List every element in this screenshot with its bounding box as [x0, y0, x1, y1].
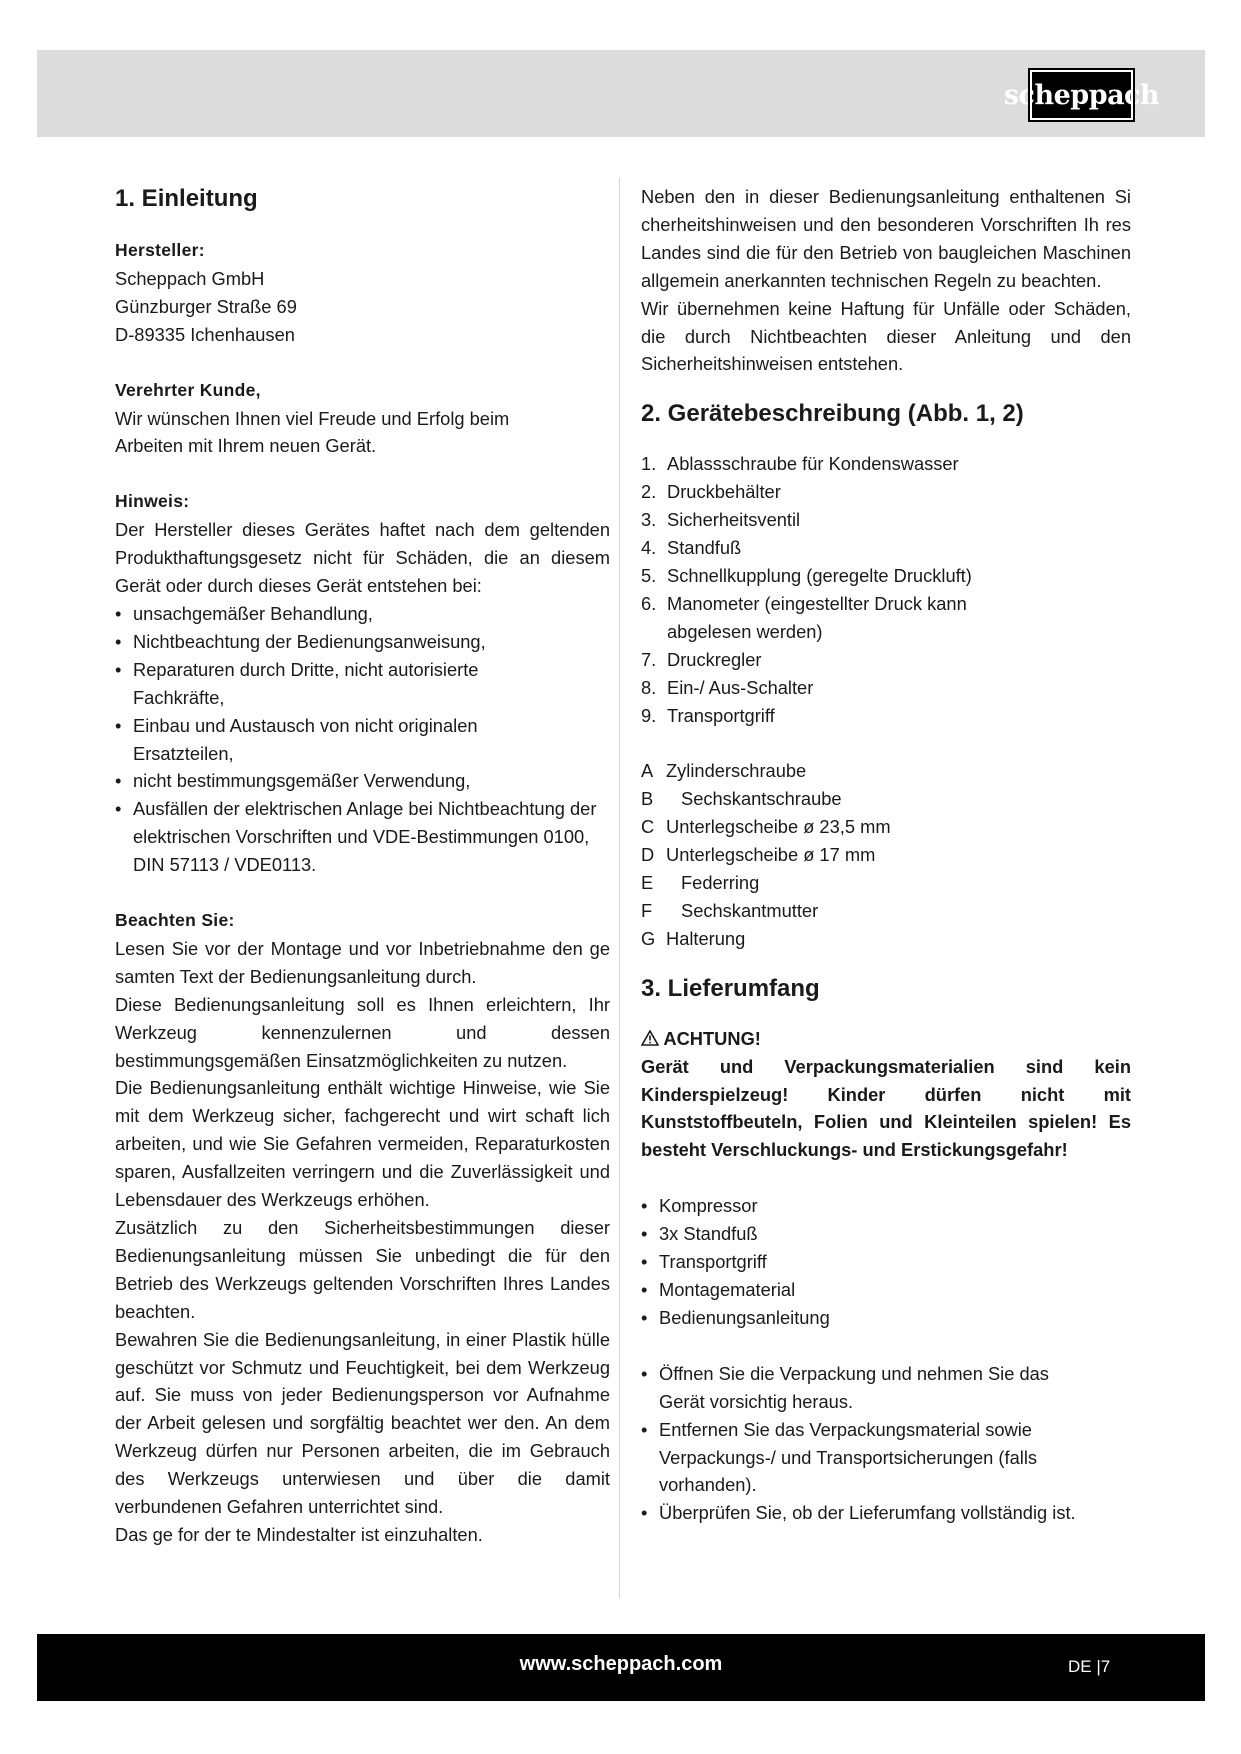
beachten-paragraph: Das ge for der te Mindestalter ist einzuhalten. [115, 1523, 483, 1545]
list-item: • unsachgemäßer Behandlung, [115, 602, 373, 624]
scope-item: • Kompressor [641, 1195, 758, 1217]
part-item: 6. Manometer (eingestellter Druck kann abgelesen werden) [641, 592, 967, 642]
warning-heading [641, 1025, 1131, 1053]
list-item: • Nichtbeachtung der Bedienungsanweisung, [115, 630, 486, 652]
kunde-line: Arbeiten mit Ihrem neuen Gerät. [115, 435, 377, 457]
brand-logo: scheppach [1030, 70, 1133, 120]
part-item: 7. Druckregler [641, 648, 762, 670]
scope-item: • 3x Standfuß [641, 1223, 758, 1245]
warning-title: ACHTUNG! [663, 1027, 761, 1049]
part-letter-item: A Zylinderschraube [641, 760, 807, 782]
hersteller-line: D-89335 Ichenhausen [115, 323, 295, 345]
hinweis-intro: Der Hersteller dieses Gerätes haftet nach dem geltenden Produkthaftungsgesetz nicht für Schäden, die an diesem Gerät oder durch dieses Gerät entstehen bei: [115, 519, 610, 597]
step-item: • Öffnen Sie die Verpackung und nehmen Sie das Gerät vorsichtig heraus. [641, 1362, 1049, 1412]
hersteller-label: Hersteller: [115, 240, 205, 260]
intro-paragraph: Neben den in dieser Bedienungsanleitung enthaltenen Si cherheitshinweisen und den besonderen Vorschriften Ih res Landes sind die für den Betrieb von baugleichen Maschinen allgemein anerkannten technischen Regeln zu beachten. [641, 186, 1131, 291]
part-item: 4. Standfuß [641, 537, 742, 559]
part-letter-item: C Unterlegscheibe ø 23,5 mm [641, 816, 891, 838]
section-2-title: 2. Gerätebeschreibung (Abb. 1, 2) [641, 400, 1024, 428]
part-item: 9. Transportgriff [641, 704, 775, 726]
beachten-paragraph: Die Bedienungsanleitung enthält wichtige Hinweise, wie Sie mit dem Werkzeug sicher, fachgerecht und wirt schaft lich arbeiten, und wie Sie Gefahren vermeiden, Reparaturkosten sparen, Ausfallzeiten verringern und die Zuverlässigkeit und Lebensdauer des Werkzeugs erhöhen. [115, 1077, 610, 1211]
part-letter-item: E Federring [641, 872, 760, 894]
part-item: 2. Druckbehälter [641, 481, 781, 503]
hersteller-line: Günzburger Straße 69 [115, 295, 297, 317]
hersteller-line: Scheppach GmbH [115, 267, 265, 289]
step-item: • Entfernen Sie das Verpackungsmaterial sowie Verpackungs-/ und Transportsicherungen (falls vorhanden). [641, 1418, 1038, 1496]
list-item: • Ausfällen der elektrischen Anlage bei Nichtbeachtung der elektrischen Vorschriften und VDE-Bestimmungen 0100, DIN 57113 / VDE0113. [115, 798, 597, 876]
page-number: DE |7 [1068, 1657, 1111, 1676]
part-item: 1. Ablassschraube für Kondenswasser [641, 453, 959, 475]
kunde-line: Wir wünschen Ihnen viel Freude und Erfolg beim [115, 407, 510, 429]
part-item: 3. Sicherheitsventil [641, 509, 801, 531]
intro-paragraph: Wir übernehmen keine Haftung für Unfälle oder Schäden, die durch Nichtbeachten dieser Anleitung und den Sicherheitshinweisen entstehen. [641, 297, 1131, 375]
warning-text: Gerät und Verpackungsmaterialien sind kein Kinderspielzeug! Kinder dürfen nicht mit Kunststoffbeuteln, Folien und Kleinteilen spielen! Es besteht Verschluckungs- und Erstickungsgefahr! [641, 1055, 1131, 1161]
warning-triangle-icon [641, 1028, 663, 1049]
beachten-paragraph: Bewahren Sie die Bedienungsanleitung, in einer Plastik hülle geschützt vor Schmutz und Feuchtigkeit, bei dem Werkzeug auf. Sie muss von jeder Bedienungsperson vor Aufnahme der Arbeit gelesen und sorgfältig beachtet wer den. An dem Werkzeug dürfen nur Personen arbeiten, die im Gebrauch des Werkzeugs unterwiesen und über die damit verbundenen Gefahren unterrichtet sind. [115, 1328, 610, 1518]
step-item: • Überprüfen Sie, ob der Lieferumfang vollständig ist. [641, 1502, 1076, 1524]
part-item: 8. Ein-/ Aus-Schalter [641, 676, 814, 698]
section-3-title: 3. Lieferumfang [641, 974, 820, 1002]
part-letter-item: D Unterlegscheibe ø 17 mm [641, 844, 876, 866]
footer-bar [37, 1634, 1205, 1701]
list-item: • Einbau und Austausch von nicht originalen Ersatzteilen, [115, 714, 478, 764]
list-item: • nicht bestimmungsgemäßer Verwendung, [115, 770, 471, 792]
scope-item: • Bedienungsanleitung [641, 1306, 830, 1328]
left-column [115, 183, 610, 1549]
scope-item: • Transportgriff [641, 1251, 767, 1273]
section-1-title: 1. Einleitung [115, 185, 258, 212]
kunde-label: Verehrter Kunde, [115, 379, 261, 400]
part-letter-item: B Sechskantschraube [641, 788, 842, 810]
column-divider [619, 178, 620, 1598]
website-link[interactable]: www.scheppach.com [519, 1653, 723, 1675]
beachten-paragraph: Lesen Sie vor der Montage und vor Inbetriebnahme den ge samten Text der Bedienungsanleitung durch. [115, 937, 610, 987]
hinweis-label: Hinweis: [115, 491, 190, 512]
beachten-paragraph: Zusätzlich zu den Sicherheitsbestimmungen dieser Bedienungsanleitung müssen Sie unbedingt die für den Betrieb des Werkzeugs geltenden Vorschriften Ihres Landes beachten. [115, 1217, 610, 1322]
beachten-paragraph: Diese Bedienungsanleitung soll es Ihnen erleichtern, Ihr Werkzeug kennenzulernen und dessen bestimmungsgemäßen Einsatzmöglichkeiten zu nutzen. [115, 993, 610, 1071]
right-column [641, 183, 1131, 1527]
part-letter-item: G Halterung [641, 927, 746, 949]
beachten-label: Beachten Sie: [115, 910, 235, 931]
list-item: • Reparaturen durch Dritte, nicht autorisierte Fachkräfte, [115, 658, 479, 708]
part-item: 5. Schnellkupplung (geregelte Druckluft) [641, 564, 972, 586]
scope-item: • Montagematerial [641, 1279, 796, 1300]
part-letter-item: F Sechskantmutter [641, 899, 819, 921]
